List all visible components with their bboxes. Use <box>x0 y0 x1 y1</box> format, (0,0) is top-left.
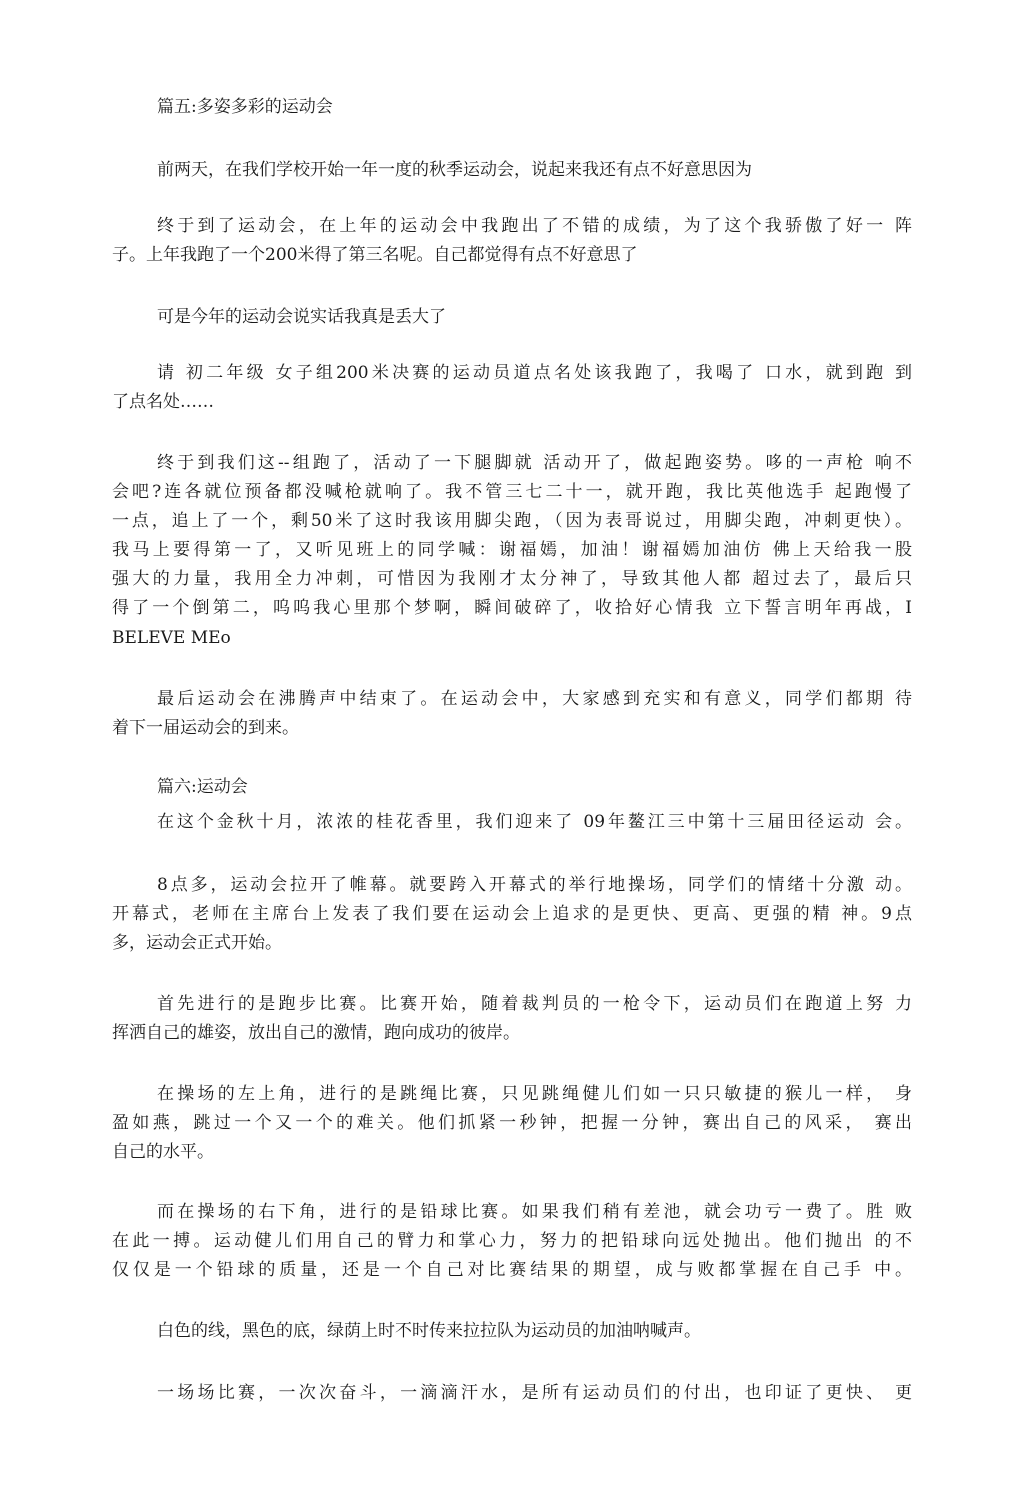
paragraph-line: 一点，追上了一个，剩50米了这时我该用脚尖跑，（因为表哥说过，用脚尖跑，冲刺更快）。 <box>112 511 912 531</box>
paragraph-line: 前两天，在我们学校开始一年一度的秋季运动会，说起来我还有点不好意思因为 <box>157 160 752 180</box>
paragraph-line: 请 初二年级 女子组200米决赛的运动员道点名处该我跑了，我喝了 口水，就到跑 到 <box>157 363 912 383</box>
paragraph-line: 着下一届运动会的到来。 <box>112 718 299 738</box>
section-title-five: 篇五:多姿多彩的运动会 <box>157 97 333 117</box>
paragraph-line: 在这个金秋十月，浓浓的桂花香里，我们迎来了 09年鳌江三中第十三届田径运动 会。 <box>157 812 912 832</box>
paragraph-line: 在操场的左上角，进行的是跳绳比赛，只见跳绳健儿们如一只只敏捷的猴儿一样， 身 <box>157 1084 912 1104</box>
paragraph-line: 在此一搏。运动健儿们用自己的臂力和掌心力，努力的把铅球向远处抛出。他们抛出 的不 <box>112 1231 912 1251</box>
paragraph-line: 8点多，运动会拉开了帷幕。就要跨入开幕式的举行地操场，同学们的情绪十分激 动。 <box>157 875 912 895</box>
paragraph-line: 会吧?连各就位预备都没喊枪就响了。我不管三七二十一，就开跑，我比英他选手 起跑慢了 <box>112 482 912 502</box>
paragraph-line: 一场场比赛，一次次奋斗，一滴滴汗水，是所有运动员们的付出，也印证了更快、 更 <box>157 1383 912 1403</box>
paragraph-line: 可是今年的运动会说实话我真是丢大了 <box>157 307 446 327</box>
paragraph-line: 首先进行的是跑步比赛。比赛开始，随着裁判员的一枪令下，运动员们在跑道上努 力 <box>157 994 912 1014</box>
paragraph-line: 盈如燕，跳过一个又一个的难关。他们抓紧一秒钟，把握一分钟，赛出自己的风采， 赛出 <box>112 1113 912 1133</box>
paragraph-line: 最后运动会在沸腾声中结束了。在运动会中，大家感到充实和有意义，同学们都期 待 <box>157 689 912 709</box>
paragraph-line: 仅仅是一个铅球的质量，还是一个自己对比赛结果的期望，成与败都掌握在自己手 中。 <box>112 1260 912 1280</box>
paragraph-line: 终于到我们这--组跑了，活动了一下腿脚就 活动开了，做起跑姿势。哆的一声枪 响不 <box>157 453 912 473</box>
paragraph-line: 开幕式，老师在主席台上发表了我们要在运动会上追求的是更快、更高、更强的精 神。9点 <box>112 904 912 924</box>
section-title-six: 篇六:运动会 <box>157 777 248 797</box>
paragraph-line: 终于到了运动会，在上年的运动会中我跑出了不错的成绩，为了这个我骄傲了好一 阵 <box>157 216 912 236</box>
paragraph-line: BELEVE MEo <box>112 628 231 648</box>
paragraph-line: 得了一个倒第二，呜呜我心里那个梦啊，瞬间破碎了，收拾好心情我 立下誓言明年再战，I <box>112 598 912 618</box>
paragraph-line: 了点名处…… <box>112 392 214 412</box>
paragraph-line: 子。上年我跑了一个200米得了第三名呢。自己都觉得有点不好意思了 <box>112 245 638 265</box>
paragraph-line: 而在操场的右下角，进行的是铅球比赛。如果我们稍有差池，就会功亏一费了。胜 败 <box>157 1202 912 1222</box>
paragraph-line: 多，运动会正式开始。 <box>112 933 282 953</box>
paragraph-line: 我马上要得第一了，又听见班上的同学喊：谢福嫣，加油！谢福嫣加油仿 佛上天给我一股 <box>112 540 912 560</box>
paragraph-line: 挥洒自己的雄姿，放出自己的激情，跑向成功的彼岸。 <box>112 1023 520 1043</box>
paragraph-line: 白色的线，黑色的底，绿荫上时不时传来拉拉队为运动员的加油呐喊声。 <box>157 1321 701 1341</box>
paragraph-line: 强大的力量，我用全力冲刺，可惜因为我刚才太分神了，导致其他人都 超过去了，最后只 <box>112 569 912 589</box>
paragraph-line: 自己的水平。 <box>112 1142 214 1162</box>
